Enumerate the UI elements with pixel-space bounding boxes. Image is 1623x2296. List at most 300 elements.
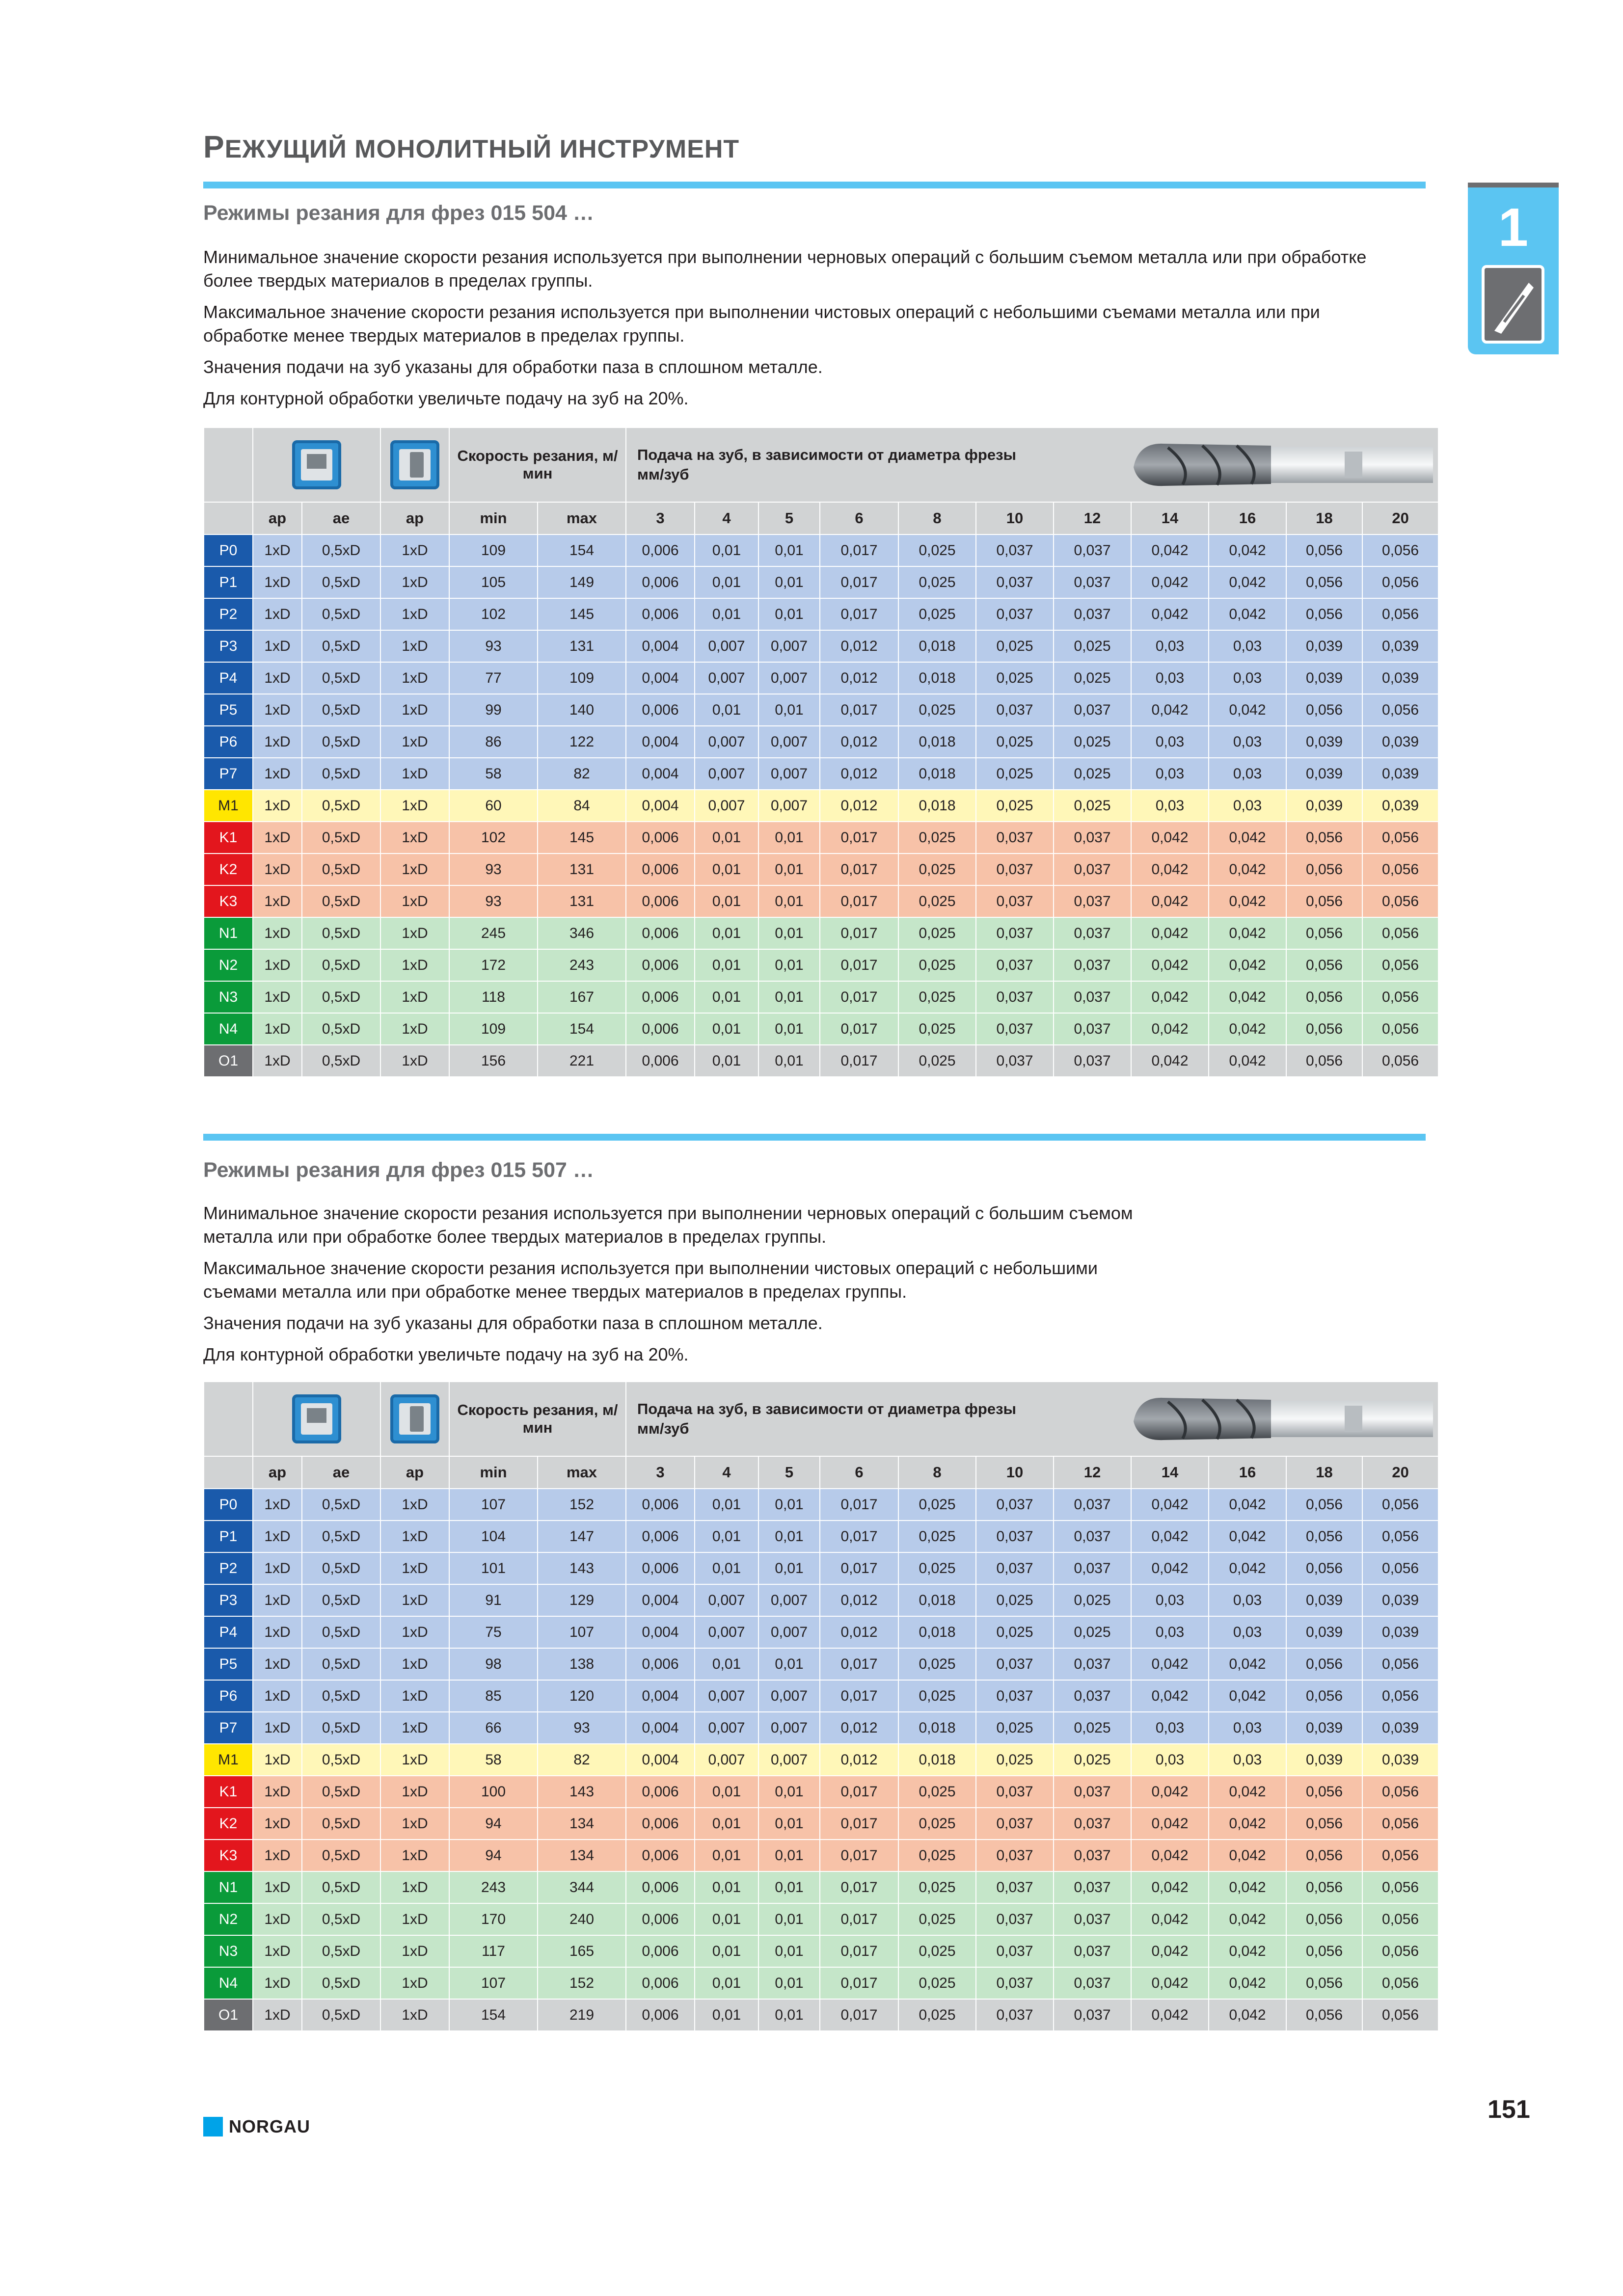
table-cell: 0,017	[820, 1840, 898, 1871]
table-cell: 60	[449, 790, 538, 822]
material-group-badge: N1	[204, 1871, 253, 1903]
table-cell: 170	[449, 1903, 538, 1935]
table-cell: 0,018	[898, 758, 976, 790]
table-cell: 0,01	[695, 1999, 758, 2031]
table-cell: 1xD	[380, 1744, 449, 1776]
table-cell: 0,01	[695, 854, 758, 885]
table-cell: 1xD	[253, 1648, 302, 1680]
table-cell: 120	[538, 1680, 626, 1712]
table-cell: 84	[538, 790, 626, 822]
material-group-badge: P1	[204, 566, 253, 598]
chapter-tab-top	[1468, 183, 1559, 187]
table-cell: 0,037	[976, 885, 1054, 917]
corner-cell	[204, 502, 253, 534]
table-cell: 99	[449, 694, 538, 726]
table-cell: 0,01	[758, 566, 820, 598]
table-cell: 0,5xD	[302, 1712, 380, 1744]
table-cell: 0,056	[1362, 885, 1438, 917]
end-mill-image	[1124, 433, 1438, 497]
table-cell: 0,004	[626, 1712, 695, 1744]
table-cell: 0,025	[898, 1999, 976, 2031]
table-cell: 0,042	[1209, 1999, 1286, 2031]
table-row	[204, 1616, 1438, 1648]
table-cell: 0,025	[898, 1935, 976, 1967]
table-cell: 0,039	[1286, 1712, 1362, 1744]
table-cell: 0,037	[1054, 534, 1131, 566]
table-cell: 85	[449, 1680, 538, 1712]
table-cell: 0,017	[820, 1045, 898, 1077]
feed-header-unit: мм/зуб	[637, 1420, 689, 1437]
table-cell: 1xD	[380, 917, 449, 949]
table-cell: 0,5xD	[302, 1871, 380, 1903]
table-cell: 221	[538, 1045, 626, 1077]
table-cell: 107	[449, 1489, 538, 1521]
paragraph: Максимальное значение скорости резания используется при выполнении чистовых операций с небольшими съемами металла или при обработке менее твердых материалов в пределах группы.	[203, 1258, 1098, 1302]
table-cell: 0,006	[626, 949, 695, 981]
table-cell: 0,01	[695, 1776, 758, 1808]
table-cell: 0,03	[1131, 1584, 1209, 1616]
material-group-badge: O1	[204, 1999, 253, 2031]
table-cell: 0,004	[626, 758, 695, 790]
table-cell: 0,056	[1362, 1489, 1438, 1521]
table-cell: 0,01	[758, 534, 820, 566]
table-cell: 1xD	[253, 534, 302, 566]
table-cell: 1xD	[380, 822, 449, 854]
table-cell: 0,037	[976, 1935, 1054, 1967]
table-cell: 0,03	[1131, 1744, 1209, 1776]
brand-logo: NORGAU	[229, 2116, 310, 2136]
table-row	[204, 566, 1438, 598]
table-cell: 0,042	[1209, 694, 1286, 726]
material-group-badge: P2	[204, 598, 253, 630]
table-row	[204, 1680, 1438, 1712]
table-row	[204, 1744, 1438, 1776]
table-cell: 0,025	[898, 1552, 976, 1584]
table-cell: 0,5xD	[302, 822, 380, 854]
table-cell: 0,012	[820, 1712, 898, 1744]
table-cell: 0,007	[695, 758, 758, 790]
table-cell: 0,007	[695, 1680, 758, 1712]
table-cell: 0,042	[1131, 822, 1209, 854]
table-cell: 1xD	[380, 758, 449, 790]
material-group-badge: P4	[204, 662, 253, 694]
table-cell: 131	[538, 885, 626, 917]
table-cell: 0,037	[976, 1871, 1054, 1903]
table-cell: 0,056	[1286, 981, 1362, 1013]
table-cell: 0,056	[1362, 566, 1438, 598]
table-cell: 0,01	[758, 1013, 820, 1045]
table-cell: 0,025	[898, 534, 976, 566]
table-cell: 0,042	[1131, 1648, 1209, 1680]
section-rule-2	[203, 1134, 1426, 1141]
table-row	[204, 981, 1438, 1013]
table-cell: 1xD	[380, 981, 449, 1013]
table-row	[204, 1840, 1438, 1871]
table-cell: 0,042	[1209, 1045, 1286, 1077]
table-cell: 0,01	[758, 1999, 820, 2031]
table-cell: 0,01	[758, 981, 820, 1013]
table-cell: 0,042	[1209, 534, 1286, 566]
table-cell: 0,006	[626, 1999, 695, 2031]
material-group-badge: P6	[204, 726, 253, 758]
table-cell: 0,017	[820, 949, 898, 981]
material-group-badge: M1	[204, 790, 253, 822]
table-cell: 0,056	[1286, 566, 1362, 598]
table-cell: 1xD	[253, 1903, 302, 1935]
table-cell: 0,006	[626, 1808, 695, 1840]
table-cell: 0,01	[695, 1552, 758, 1584]
column-header: 18	[1286, 1456, 1362, 1489]
table-cell: 0,037	[976, 1489, 1054, 1521]
table-cell: 0,017	[820, 981, 898, 1013]
table-cell: 101	[449, 1552, 538, 1584]
table-cell: 0,006	[626, 1648, 695, 1680]
table-cell: 1xD	[253, 1552, 302, 1584]
table-cell: 0,017	[820, 1808, 898, 1840]
table-cell: 0,025	[898, 981, 976, 1013]
table-cell: 0,056	[1362, 1013, 1438, 1045]
table-cell: 0,037	[976, 1680, 1054, 1712]
table-cell: 1xD	[380, 1935, 449, 1967]
table-cell: 0,042	[1131, 1967, 1209, 1999]
table-cell: 1xD	[253, 1840, 302, 1871]
table-cell: 0,042	[1209, 822, 1286, 854]
end-mill-icon	[1482, 265, 1544, 344]
table-cell: 131	[538, 630, 626, 662]
table-cell: 0,007	[695, 790, 758, 822]
table-cell: 0,056	[1286, 534, 1362, 566]
table-cell: 0,037	[1054, 1840, 1131, 1871]
table-cell: 1xD	[380, 1999, 449, 2031]
table-cell: 0,01	[758, 1808, 820, 1840]
table-cell: 0,5xD	[302, 1013, 380, 1045]
table-cell: 0,025	[898, 854, 976, 885]
table-cell: 0,5xD	[302, 1648, 380, 1680]
table-cell: 0,5xD	[302, 1776, 380, 1808]
table-cell: 0,039	[1362, 1584, 1438, 1616]
table-cell: 0,5xD	[302, 662, 380, 694]
table-cell: 0,056	[1362, 1967, 1438, 1999]
table-cell: 0,5xD	[302, 790, 380, 822]
table-cell: 0,5xD	[302, 1903, 380, 1935]
table-cell: 0,01	[695, 694, 758, 726]
table-row	[204, 534, 1438, 566]
table-cell: 0,5xD	[302, 917, 380, 949]
table-cell: 0,042	[1131, 1521, 1209, 1552]
table-cell: 0,056	[1286, 694, 1362, 726]
table-cell: 0,025	[976, 630, 1054, 662]
table-cell: 172	[449, 949, 538, 981]
table-cell: 0,006	[626, 566, 695, 598]
table-cell: 149	[538, 566, 626, 598]
table-cell: 0,017	[820, 1680, 898, 1712]
table-cell: 0,056	[1286, 1999, 1362, 2031]
table-cell: 0,025	[898, 1967, 976, 1999]
column-header: 3	[626, 502, 695, 534]
table-cell: 0,006	[626, 1521, 695, 1552]
table-cell: 167	[538, 981, 626, 1013]
column-header: ap	[253, 1456, 302, 1489]
table-cell: 0,042	[1131, 1871, 1209, 1903]
table-cell: 0,025	[1054, 790, 1131, 822]
table-cell: 0,042	[1209, 566, 1286, 598]
table-cell: 0,012	[820, 630, 898, 662]
speed-header: Скорость резания, м/мин	[449, 427, 626, 502]
table-cell: 1xD	[253, 1935, 302, 1967]
table-cell: 102	[449, 822, 538, 854]
material-group-badge: N4	[204, 1013, 253, 1045]
table-cell: 0,042	[1131, 694, 1209, 726]
table-cell: 0,01	[758, 1871, 820, 1903]
table-cell: 0,007	[695, 1712, 758, 1744]
table-cell: 0,03	[1209, 1584, 1286, 1616]
table-cell: 0,042	[1131, 981, 1209, 1013]
table-cell: 0,056	[1362, 1680, 1438, 1712]
table-cell: 0,042	[1209, 981, 1286, 1013]
table-cell: 0,01	[758, 1521, 820, 1552]
table-cell: 0,037	[1054, 822, 1131, 854]
table-cell: 0,025	[1054, 630, 1131, 662]
table-cell: 0,025	[1054, 1584, 1131, 1616]
table-cell: 0,037	[976, 1013, 1054, 1045]
table-cell: 140	[538, 694, 626, 726]
table-cell: 0,007	[758, 662, 820, 694]
table-cell: 0,056	[1286, 1871, 1362, 1903]
table-cell: 0,056	[1362, 1776, 1438, 1808]
table-cell: 0,037	[1054, 1967, 1131, 1999]
table-cell: 346	[538, 917, 626, 949]
paragraph: Для контурной обработки увеличьте подачу на зуб на 20%.	[203, 1344, 689, 1364]
table-cell: 0,006	[626, 917, 695, 949]
table-cell: 1xD	[253, 1680, 302, 1712]
table-cell: 0,5xD	[302, 598, 380, 630]
column-header: 16	[1209, 502, 1286, 534]
table-cell: 0,042	[1131, 534, 1209, 566]
table-cell: 0,056	[1362, 1999, 1438, 2031]
table-cell: 0,01	[758, 598, 820, 630]
table-cell: 0,017	[820, 822, 898, 854]
table-cell: 0,012	[820, 758, 898, 790]
table-cell: 0,037	[1054, 981, 1131, 1013]
cutting-data-table-1	[203, 427, 1439, 1077]
table-cell: 0,007	[758, 1616, 820, 1648]
table-cell: 0,042	[1131, 1776, 1209, 1808]
table-cell: 0,018	[898, 1584, 976, 1616]
table-cell: 0,5xD	[302, 854, 380, 885]
table-cell: 0,01	[695, 1489, 758, 1521]
table-cell: 0,018	[898, 662, 976, 694]
section-title-1: Режимы резания для фрез 015 504 …	[203, 201, 594, 225]
section-2-text	[203, 1201, 1426, 1374]
table-cell: 0,01	[758, 1935, 820, 1967]
table-cell: 1xD	[380, 1045, 449, 1077]
column-header: ae	[302, 502, 380, 534]
table-cell: 0,5xD	[302, 566, 380, 598]
table-cell: 0,017	[820, 1871, 898, 1903]
table-cell: 0,012	[820, 1584, 898, 1616]
table-cell: 0,056	[1362, 1808, 1438, 1840]
table-cell: 1xD	[380, 1521, 449, 1552]
table-cell: 0,056	[1362, 598, 1438, 630]
table-cell: 102	[449, 598, 538, 630]
material-group-badge: P5	[204, 1648, 253, 1680]
table-cell: 117	[449, 1935, 538, 1967]
table-cell: 0,017	[820, 854, 898, 885]
column-header: ap	[380, 1456, 449, 1489]
table-cell: 0,056	[1362, 949, 1438, 981]
table-cell: 0,006	[626, 1489, 695, 1521]
table-cell: 1xD	[380, 662, 449, 694]
table-cell: 0,025	[1054, 758, 1131, 790]
table-cell: 0,056	[1362, 1521, 1438, 1552]
table-cell: 0,01	[758, 1489, 820, 1521]
table-cell: 0,042	[1131, 854, 1209, 885]
table-cell: 245	[449, 917, 538, 949]
table-cell: 0,017	[820, 1521, 898, 1552]
table-cell: 243	[449, 1871, 538, 1903]
table-cell: 0,056	[1286, 1648, 1362, 1680]
table-cell: 1xD	[380, 1967, 449, 1999]
feed-header	[626, 1382, 1438, 1456]
column-header: min	[449, 502, 538, 534]
table-cell: 0,017	[820, 534, 898, 566]
column-header: 12	[1054, 1456, 1131, 1489]
table-cell: 129	[538, 1584, 626, 1616]
table-cell: 1xD	[253, 1584, 302, 1616]
table-cell: 1xD	[253, 822, 302, 854]
table-cell: 0,037	[1054, 917, 1131, 949]
table-cell: 0,006	[626, 694, 695, 726]
column-header: 4	[695, 1456, 758, 1489]
table-cell: 118	[449, 981, 538, 1013]
paragraph: Значения подачи на зуб указаны для обработки паза в сплошном металле.	[203, 1313, 823, 1333]
table-cell: 0,5xD	[302, 1808, 380, 1840]
table-cell: 0,5xD	[302, 694, 380, 726]
table-cell: 0,037	[1054, 1552, 1131, 1584]
table-cell: 1xD	[253, 1744, 302, 1776]
table-cell: 0,039	[1286, 662, 1362, 694]
table-cell: 1xD	[253, 662, 302, 694]
table-cell: 0,017	[820, 694, 898, 726]
page-title-rest: ЕЖУЩИЙ МОНОЛИТНЫЙ ИНСТРУМЕНТ	[224, 135, 740, 163]
paragraph: Максимальное значение скорости резания используется при выполнении чистовых операций с небольшими съемами металла или при обработке менее твердых материалов в пределах группы.	[203, 302, 1320, 346]
table-cell: 0,007	[758, 758, 820, 790]
table-cell: 0,5xD	[302, 1935, 380, 1967]
table-cell: 1xD	[253, 630, 302, 662]
table-cell: 1xD	[380, 694, 449, 726]
corner-cell	[204, 1382, 253, 1456]
side-milling-icon	[380, 1382, 449, 1456]
table-row	[204, 885, 1438, 917]
paragraph: Значения подачи на зуб указаны для обработки паза в сплошном металле.	[203, 357, 823, 377]
table-cell: 243	[538, 949, 626, 981]
table-cell: 0,006	[626, 1935, 695, 1967]
table-cell: 0,037	[976, 598, 1054, 630]
material-group-badge: M1	[204, 1744, 253, 1776]
table-cell: 0,012	[820, 1616, 898, 1648]
table-cell: 75	[449, 1616, 538, 1648]
speed-header: Скорость резания, м/мин	[449, 1382, 626, 1456]
material-group-badge: K3	[204, 885, 253, 917]
column-header: 3	[626, 1456, 695, 1489]
table-cell: 0,01	[695, 1013, 758, 1045]
table-cell: 0,01	[758, 1840, 820, 1871]
table-cell: 0,025	[976, 1744, 1054, 1776]
table-cell: 0,5xD	[302, 726, 380, 758]
table-cell: 0,037	[1054, 1521, 1131, 1552]
table-cell: 0,01	[695, 1808, 758, 1840]
table-cell: 0,025	[898, 1648, 976, 1680]
feed-header	[626, 427, 1438, 502]
table-cell: 0,01	[695, 917, 758, 949]
table-cell: 0,042	[1131, 1680, 1209, 1712]
table-cell: 0,025	[1054, 1712, 1131, 1744]
table-cell: 0,012	[820, 1744, 898, 1776]
table-cell: 0,025	[976, 1584, 1054, 1616]
table-cell: 0,007	[758, 1584, 820, 1616]
table-cell: 0,5xD	[302, 1680, 380, 1712]
table-cell: 0,056	[1286, 1552, 1362, 1584]
material-group-badge: K3	[204, 1840, 253, 1871]
table-cell: 219	[538, 1999, 626, 2031]
table-row	[204, 1999, 1438, 2031]
table-cell: 0,025	[898, 598, 976, 630]
table-row	[204, 1552, 1438, 1584]
table-cell: 152	[538, 1489, 626, 1521]
table-cell: 0,042	[1209, 1935, 1286, 1967]
table-cell: 0,037	[1054, 1808, 1131, 1840]
table-cell: 0,039	[1286, 790, 1362, 822]
table-cell: 1xD	[380, 566, 449, 598]
material-group-badge: O1	[204, 1045, 253, 1077]
table-cell: 0,03	[1209, 758, 1286, 790]
table-row	[204, 694, 1438, 726]
table-cell: 1xD	[380, 1776, 449, 1808]
table-cell: 0,01	[695, 981, 758, 1013]
column-header: 20	[1362, 502, 1438, 534]
column-labels-row	[204, 502, 1438, 534]
table-cell: 0,018	[898, 1616, 976, 1648]
table-cell: 240	[538, 1903, 626, 1935]
material-group-badge: K1	[204, 1776, 253, 1808]
table-cell: 1xD	[253, 598, 302, 630]
table-cell: 0,01	[695, 1045, 758, 1077]
table-cell: 1xD	[380, 534, 449, 566]
table-cell: 0,03	[1209, 1712, 1286, 1744]
table-cell: 0,025	[1054, 1616, 1131, 1648]
table-cell: 0,056	[1286, 1808, 1362, 1840]
table-cell: 1xD	[253, 1489, 302, 1521]
table-cell: 1xD	[253, 1999, 302, 2031]
table-cell: 1xD	[253, 566, 302, 598]
table-cell: 0,025	[898, 1871, 976, 1903]
table-cell: 0,01	[758, 1045, 820, 1077]
page-number: 151	[1488, 2095, 1530, 2124]
table-row	[204, 1776, 1438, 1808]
table-cell: 0,042	[1131, 1840, 1209, 1871]
table-cell: 0,007	[695, 630, 758, 662]
table-cell: 0,056	[1362, 1935, 1438, 1967]
table-cell: 0,056	[1286, 1045, 1362, 1077]
table-cell: 122	[538, 726, 626, 758]
table-cell: 0,01	[695, 1840, 758, 1871]
table-cell: 0,5xD	[302, 1616, 380, 1648]
table-cell: 0,025	[898, 1776, 976, 1808]
table-cell: 0,017	[820, 1489, 898, 1521]
table-cell: 0,017	[820, 1552, 898, 1584]
table-cell: 0,042	[1131, 1999, 1209, 2031]
table-cell: 0,039	[1362, 630, 1438, 662]
